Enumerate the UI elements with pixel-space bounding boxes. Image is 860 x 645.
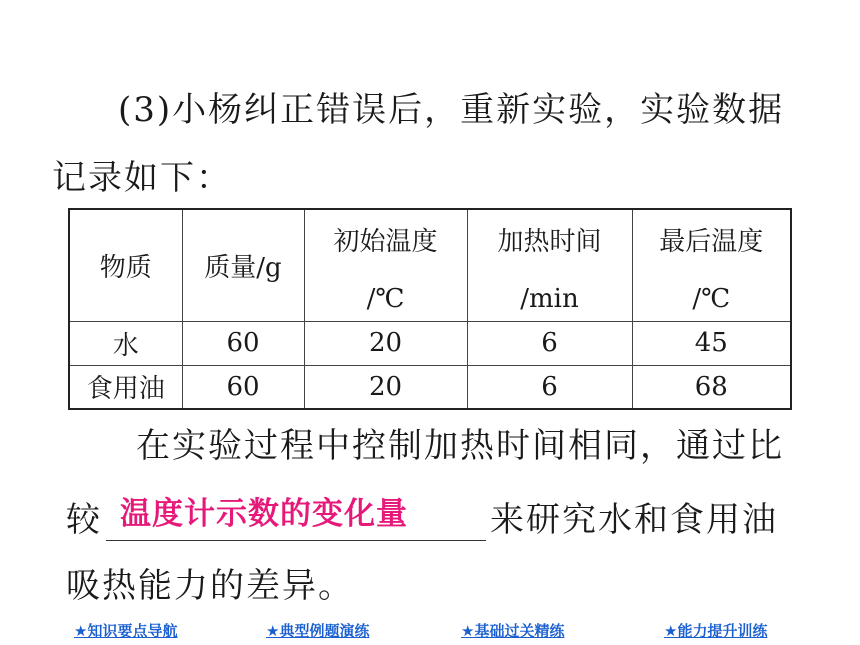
table-cell: 20 xyxy=(304,365,467,409)
header-unit: /min xyxy=(520,283,579,314)
table-cell: 60 xyxy=(182,365,304,409)
bottom-nav xyxy=(0,620,860,642)
question-line-3: 在实验过程中控制加热时间相同，通过比 xyxy=(136,426,784,466)
header-label: 最后温度 xyxy=(659,226,764,257)
header-unit: /℃ xyxy=(366,283,405,314)
header-label: 质量/g xyxy=(204,252,282,283)
table-row xyxy=(69,321,791,365)
header-unit: /℃ xyxy=(692,283,731,314)
line-4-suffix: 来研究水和食用油 xyxy=(490,500,778,540)
table-cell: 20 xyxy=(304,321,467,365)
table-cell: 食用油 xyxy=(69,365,182,409)
table-cell: 6 xyxy=(467,321,632,365)
answer-text: 温度计示数的变化量 xyxy=(120,496,408,532)
table-cell: 6 xyxy=(467,365,632,409)
header-final-temp xyxy=(632,209,791,321)
nav-link-ability-training[interactable]: ★能力提升训练 xyxy=(664,622,768,640)
table-cell: 水 xyxy=(69,321,182,365)
table-cell: 60 xyxy=(182,321,304,365)
nav-link-basic-practice[interactable]: ★基础过关精练 xyxy=(461,622,565,640)
table-row xyxy=(69,365,791,409)
header-substance xyxy=(69,209,182,321)
header-mass xyxy=(182,209,304,321)
header-initial-temp xyxy=(304,209,467,321)
question-line-5: 吸热能力的差异。 xyxy=(66,566,354,606)
header-heating-time xyxy=(467,209,632,321)
header-label: 初始温度 xyxy=(333,226,438,257)
nav-link-knowledge-points[interactable]: ★知识要点导航 xyxy=(74,622,178,640)
question-line-2: 记录如下： xyxy=(52,158,232,198)
data-table xyxy=(68,208,792,410)
question-line-1: (3)小杨纠正错误后，重新实验，实验数据 xyxy=(118,90,785,130)
answer-blank xyxy=(106,496,486,541)
table-header-row xyxy=(69,209,791,321)
nav-link-typical-examples[interactable]: ★典型例题演练 xyxy=(266,622,370,640)
table-cell: 45 xyxy=(632,321,791,365)
table-cell: 68 xyxy=(632,365,791,409)
header-label: 物质 xyxy=(99,252,152,283)
header-label: 加热时间 xyxy=(497,226,602,257)
question-line-4 xyxy=(66,492,778,541)
line-4-prefix: 较 xyxy=(66,500,102,540)
